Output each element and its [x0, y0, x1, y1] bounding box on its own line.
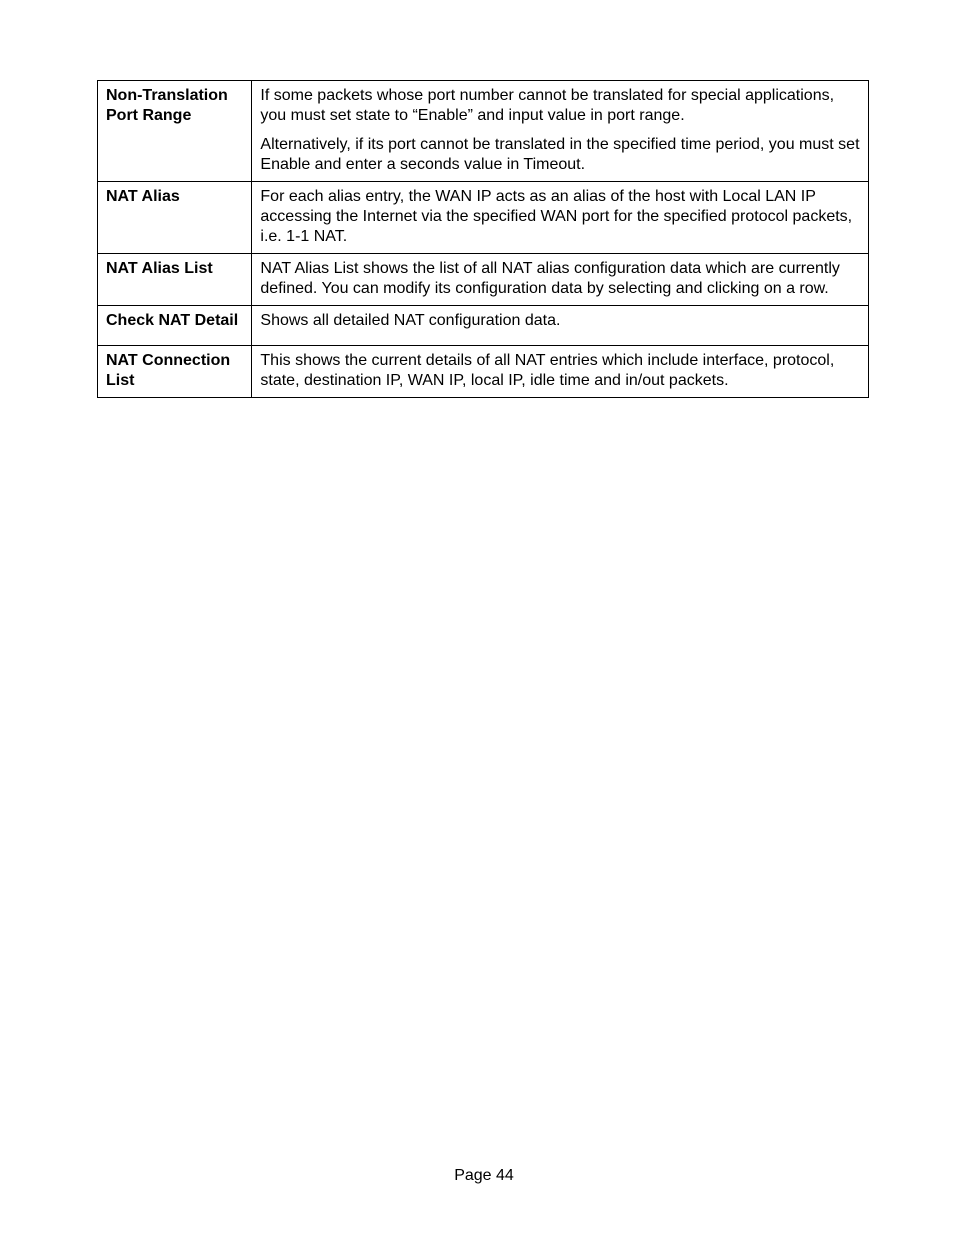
term-cell: NAT Connection List: [98, 346, 252, 398]
description-paragraph: Shows all detailed NAT configuration data.: [260, 312, 561, 329]
description-cell: [252, 254, 869, 306]
description-cell: [252, 81, 869, 182]
description-paragraph: For each alias entry, the WAN IP acts as an alias of the host with Local LAN IP accessing the Internet via the specified WAN port for the specified protocol packets, i.e. 1-1 NAT.: [260, 188, 853, 245]
description-paragraph: Alternatively, if its port cannot be translated in the specified time period, you must set Enable and enter a seconds value in Timeout.: [260, 136, 860, 173]
page-number: Page 44: [454, 1167, 514, 1184]
description-cell: [252, 182, 869, 254]
description-cell: [252, 306, 869, 346]
table-row: [98, 346, 869, 398]
table-row: [98, 306, 869, 346]
description-paragraph: This shows the current details of all NAT entries which include interface, protocol, state, destination IP, WAN IP, local IP, idle time and in/out packets.: [260, 352, 835, 389]
table-row: [98, 81, 869, 182]
definitions-table: [97, 80, 869, 398]
description-cell: [252, 346, 869, 398]
description-paragraph: If some packets whose port number cannot be translated for special applications, you must set state to “Enable” and input value in port range.: [260, 87, 835, 124]
term-cell: NAT Alias: [98, 182, 252, 254]
description-paragraph: NAT Alias List shows the list of all NAT alias configuration data which are currently defined. You can modify its configuration data by selecting and clicking on a row.: [260, 260, 840, 297]
term-cell: NAT Alias List: [98, 254, 252, 306]
table-row: [98, 182, 869, 254]
table-row: [98, 254, 869, 306]
term-cell: Check NAT Detail: [98, 306, 252, 346]
term-cell: Non-Translation Port Range: [98, 81, 252, 182]
